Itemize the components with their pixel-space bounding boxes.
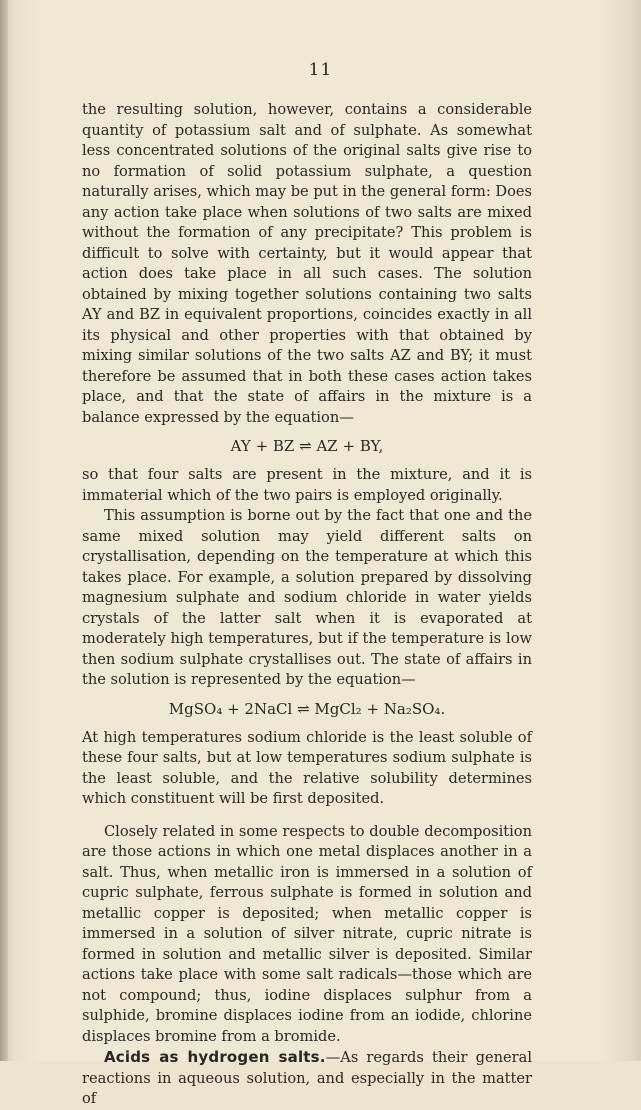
paragraph-crystallisation: This assumption is borne out by the fact that one and the same mixed solution may yield different salts on crystallisation, depending on the temperature at which this takes place. For example, a solution prepared by dissolving magnesium sulphate and sodium chloride in water yields crystals of the latter salt when it is evaporated at moderately high temperatures, but if the temperature is low then sodium sulphate crystallises out. The state of affairs in the solution is represented by the equation— [82, 507, 532, 688]
equation-general-balance: AY + BZ ⇌ AZ + BY, [230, 437, 384, 455]
page-number: 11 [308, 60, 333, 80]
body-text [82, 100, 532, 1110]
paragraph-four-salts: so that four salts are present in the mixture, and it is immaterial which of the two pairs is employed originally. [82, 466, 532, 504]
paragraph-acids-text: —As regards their general reactions in aqueous solution, and especially in the matter of [82, 1049, 532, 1107]
paragraph-metal-displacement: Closely related in some respects to double decomposition are those actions in which one metal displaces another in a salt. Thus, when metallic iron is immersed in a solution of cupric sulphate, ferrous sulphate is formed in solution and metallic copper is deposited; when metallic copper is immersed in a solution of silver nitrate, cupric nitrate is formed in solution and metallic silver is deposited. Similar actions take place with some salt radicals—those which are not compound; thus, iodine displaces sulphur from a sulphide, bromine displaces iodine from an iodide, chlorine displaces bromine from a bromide. [82, 822, 532, 1045]
paragraph-gap [82, 810, 532, 822]
section-heading-acids: Acids as hydrogen salts. [104, 1048, 326, 1066]
equation-magnesium-sodium: MgSO₄ + 2NaCl ⇌ MgCl₂ + Na₂SO₄. [168, 699, 446, 718]
paragraph-solution-mixing: the resulting solution, however, contains a considerable quantity of potassium salt and of sulphate. As somewhat less concentrated solutions of the original salts give rise to no formation of solid potassium sulphate, a question naturally arises, which may be put in the general form: Does any action take place when solutions of two salts are mixed without the formation of any precipitate? This problem is difficult to solve with certainty, but it would appear that action does take place in all such cases. The solution obtained by mixing together solutions containing two salts AY and BZ in equivalent proportions, coincides exactly in all its physical and other properties with that obtained by mixing similar solutions of the two salts AZ and BY; it must therefore be assumed that in both these cases action takes place, and that the state of affairs in the mixture is a balance expressed by the equation— [82, 101, 532, 426]
paragraph-acids [82, 1047, 532, 1110]
paragraph-solubility: At high temperatures sodium chloride is the least soluble of these four salts, but at low temperatures sodium sulphate is the least soluble, and the relative solubility determines which constituent will be first deposited. [82, 728, 532, 807]
book-spine-shadow [0, 0, 8, 1061]
